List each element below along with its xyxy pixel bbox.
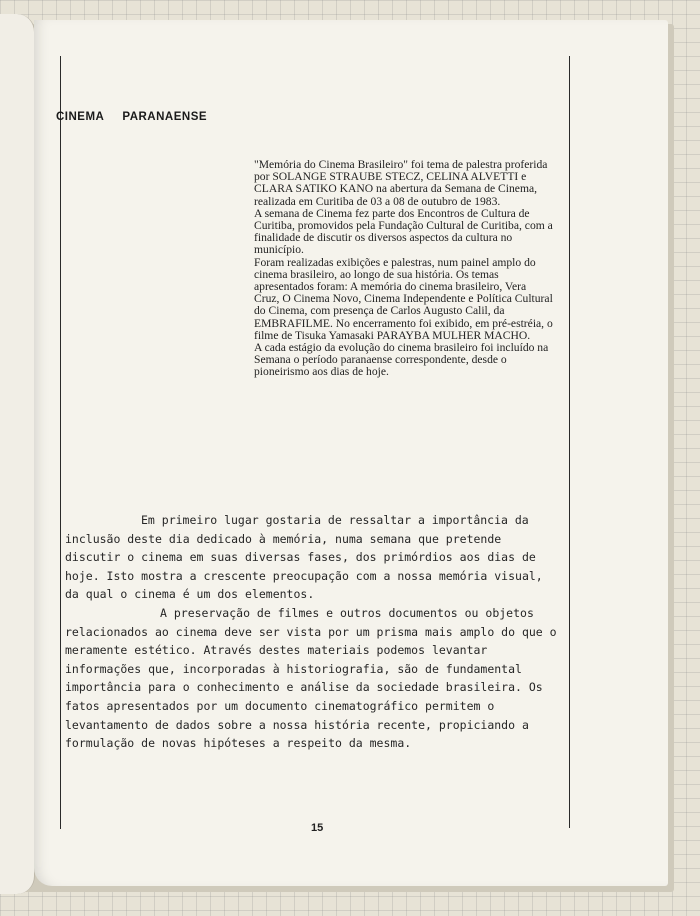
intro-paragraph: Foram realizadas exibições e palestras, num painel amplo do cinema brasileiro, ao longo de sua história. Os temas apresentados foram: A memória do cinema brasileiro, Vera Cruz, O Cinema Novo, Cinema Independente e Política Cultural do Cinema, com presença de Carlos Augusto Calil, da EMBRAFILME. No encerramento foi exibido, em pré-estréia, o filme de Tisuka Yamasaki PARAYBA MULHER MACHO. xyxy=(254,255,553,342)
section-title xyxy=(56,111,207,123)
section-title-word-1: CINEMA xyxy=(56,111,105,123)
intro-paragraph: A semana de Cinema fez parte dos Encontros de Cultura de Curitiba, promovidos pela Fundação Cultural de Curitiba, com a finalidade de discutir os diversos aspectos da cultura no município. xyxy=(254,206,553,257)
intro-paragraph: "Memória do Cinema Brasileiro" foi tema de palestra proferida por SOLANGE STRAUBE STECZ, CELINA ALVETTI e CLARA SATIKO KANO na abertura da Semana de Cinema, realizada em Curitiba de 03 a 08 de outubro de 1983. xyxy=(254,158,548,208)
page-number: 15 xyxy=(311,822,324,834)
body-paragraph: A preservação de filmes e outros documentos ou objetos relacionados ao cinema deve ser vista por um prisma mais amplo do que o meramente estético. Através destes materiais podemos levantar informações que, incorporadas à historiografia, são de fundamental importância para o conhecimento e análise da sociedade brasileira. Os fatos apresentados por um documento cinematográfico permitem o levantamento de dados sobre a nossa história recente, propiciando a formulação de novas hipóteses a respeito da mesma. xyxy=(65,605,557,751)
intro-column xyxy=(254,159,554,379)
frame-right-rule xyxy=(569,56,570,828)
facing-page-edge xyxy=(0,14,35,894)
document-page xyxy=(34,20,668,886)
body-paragraph: Em primeiro lugar gostaria de ressaltar a importância da inclusão deste dia dedicado à memória, numa semana que pretende discutir o cinema em suas diversas fases, dos primórdios aos dias de hoje. Isto mostra a crescente preocupação com a nossa memória visual, da qual o cinema é um dos elementos. xyxy=(65,513,543,602)
section-title-word-2: PARANAENSE xyxy=(122,111,208,123)
frame-left-rule xyxy=(60,56,61,829)
body-text xyxy=(65,511,561,753)
intro-paragraph: A cada estágio da evolução do cinema brasileiro foi incluído na Semana o período paranaense correspondente, desde o pioneirismo aos dias de hoje. xyxy=(254,341,549,379)
